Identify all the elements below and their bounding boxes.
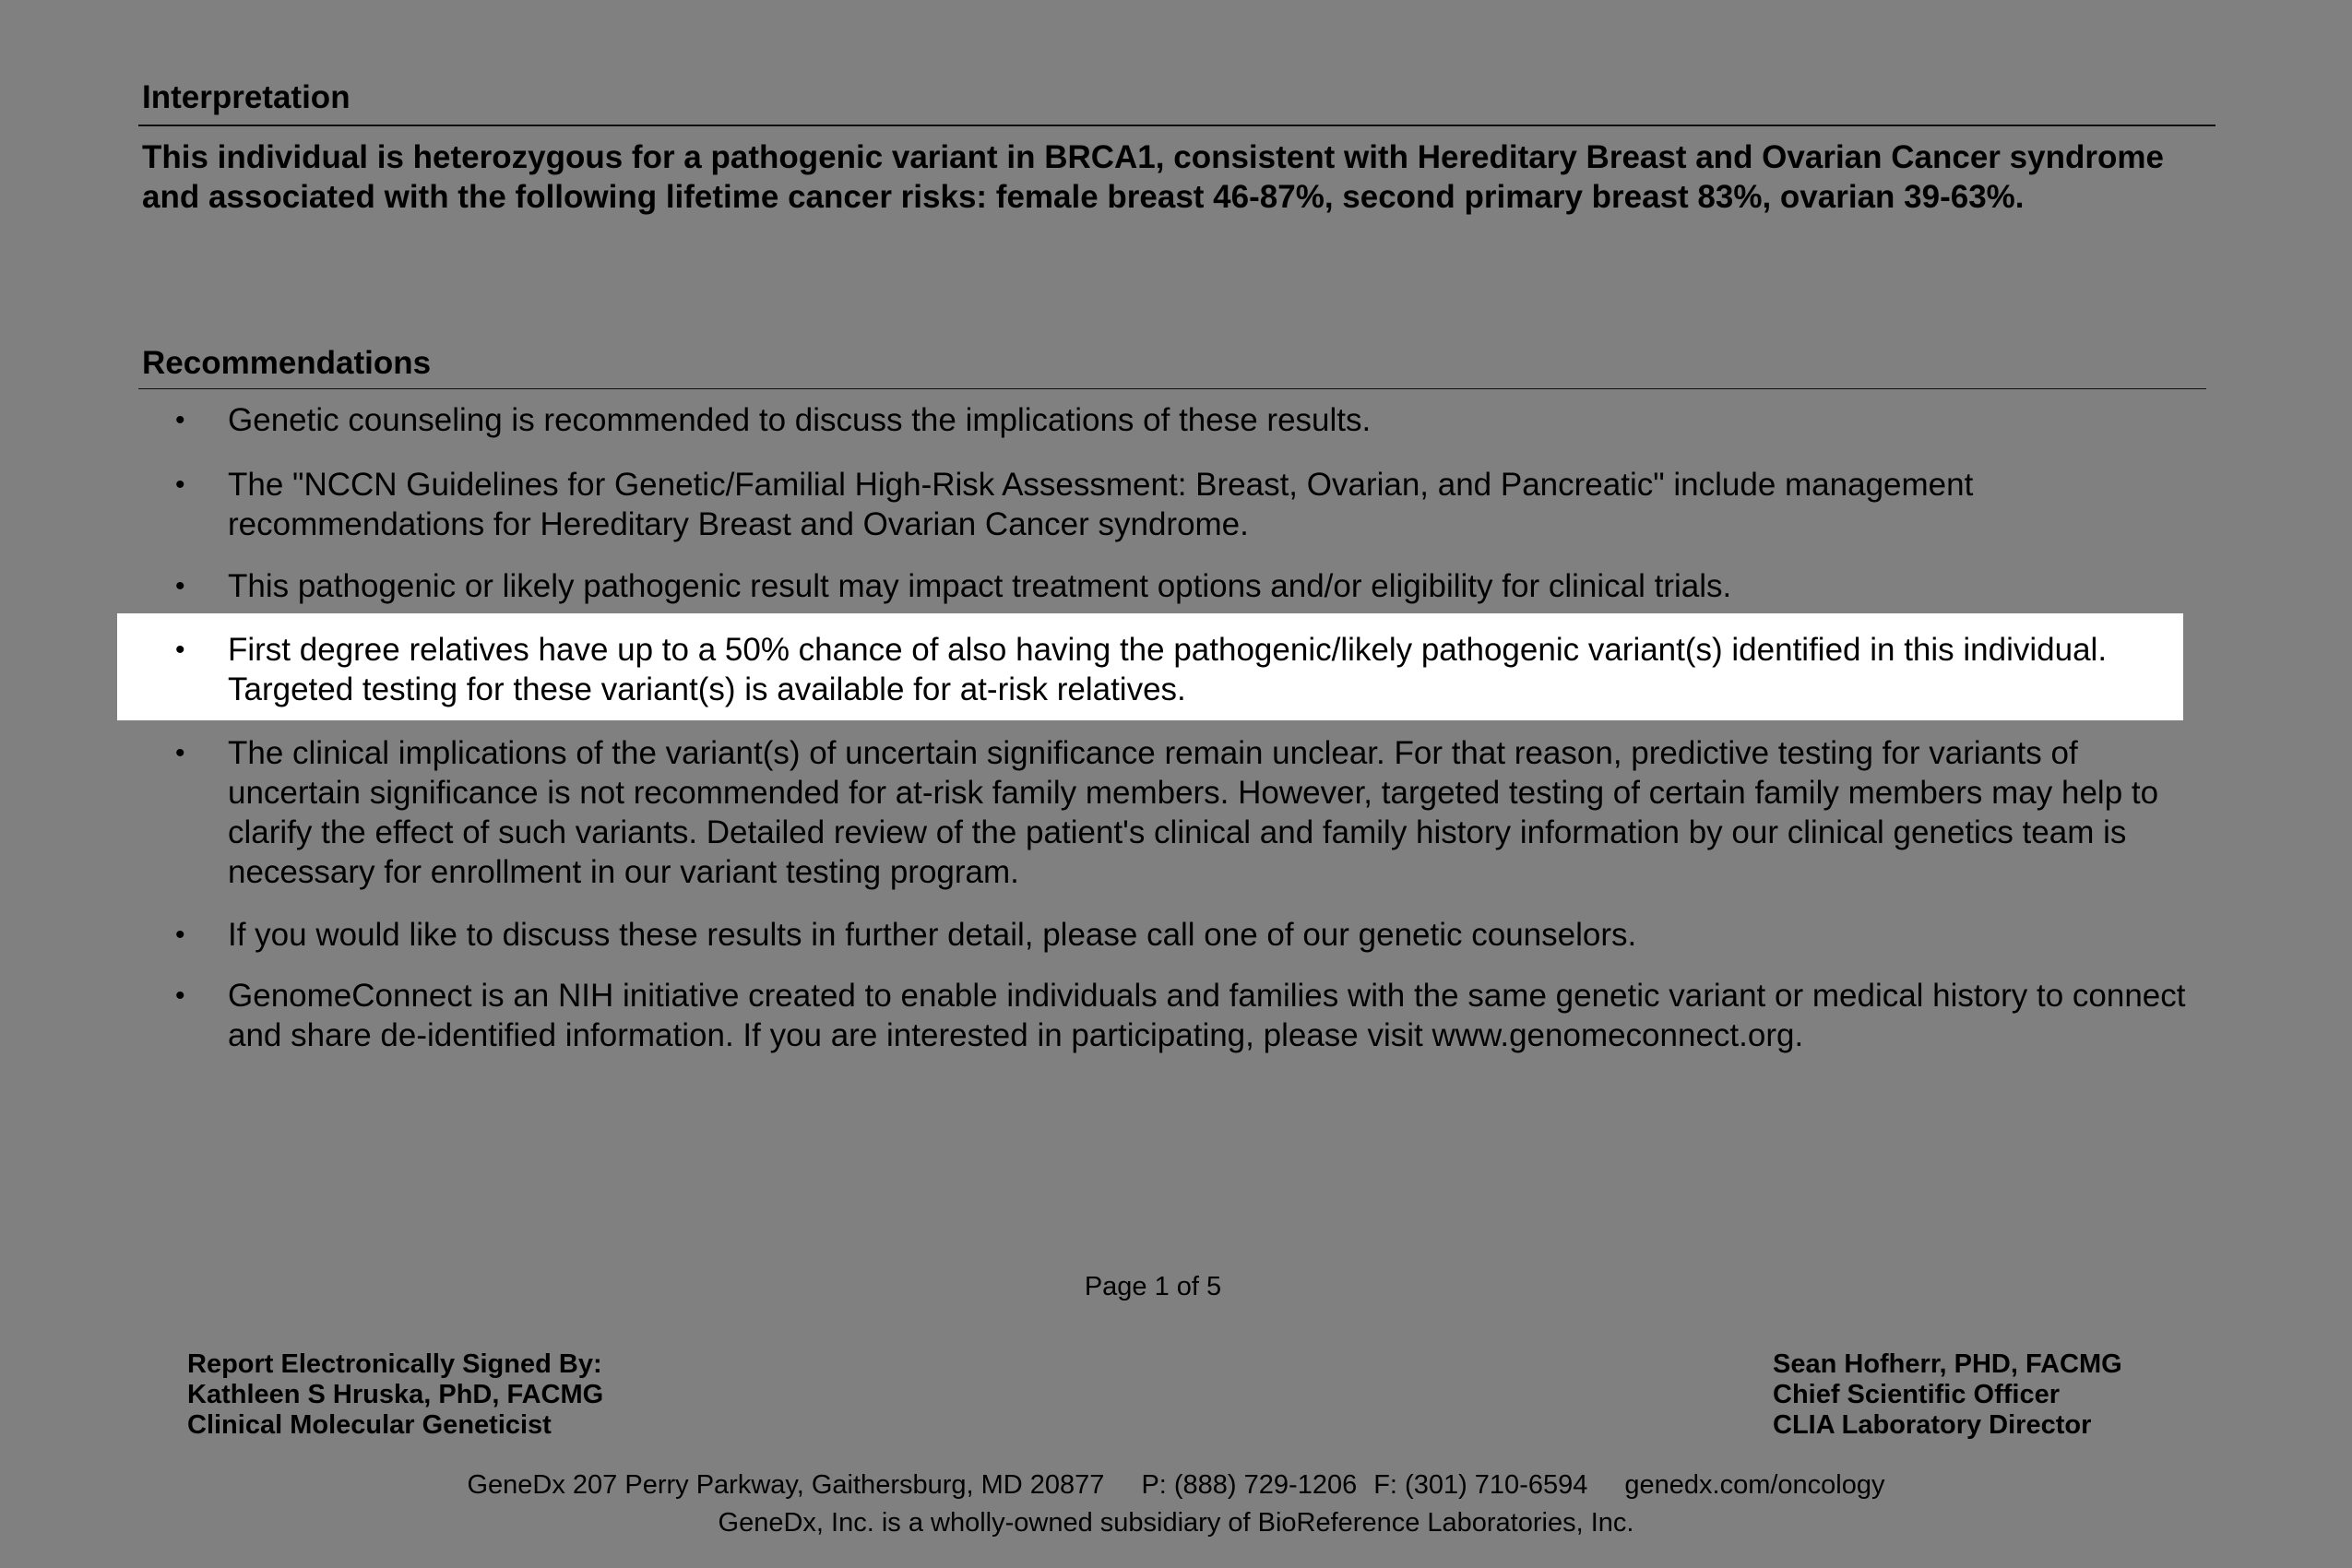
signature-block-right bbox=[1773, 1349, 2122, 1441]
recommendation-item bbox=[142, 733, 2190, 892]
director-role: CLIA Laboratory Director bbox=[1773, 1410, 2092, 1440]
recommendation-text: GenomeConnect is an NIH initiative created to enable individuals and families with the same genetic variant or medical history to connect and share de-identified information. If you are interested in participating, please visit www.genomeconnect.org. bbox=[228, 978, 2186, 1053]
footer-contact bbox=[0, 1472, 2352, 1499]
director-title: Chief Scientific Officer bbox=[1773, 1380, 2061, 1409]
bullet-icon: • bbox=[175, 738, 185, 768]
signature-block-left bbox=[187, 1349, 603, 1441]
interpretation-text: This individual is heterozygous for a pathogenic variant in BRCA1, consistent with Hereditary Breast and Ovarian Cancer syndrome and associated with the following lifetime cancer risks: female breast 46-87%, second primary breast 83%, ovarian 39-63%. bbox=[142, 139, 2164, 215]
interpretation-divider bbox=[138, 125, 2215, 126]
recommendation-text: If you would like to discuss these results in further detail, please call one of our genetic counselors. bbox=[228, 917, 1637, 953]
signed-by-label: Report Electronically Signed By: bbox=[187, 1349, 602, 1379]
recommendation-item bbox=[142, 915, 2190, 955]
recommendation-text: The clinical implications of the variant(s) of uncertain significance remain unclear. For that reason, predictive testing for variants of uncertain significance is not recommended for at-risk family members. However, targeted testing of certain family members may help to clarify the effect of such variants. Detailed review of the patient's clinical and family history information by our clinical genetics team is necessary for enrollment in our variant testing program. bbox=[228, 735, 2159, 890]
recommendation-item bbox=[142, 976, 2190, 1055]
interpretation-heading: Interpretation bbox=[142, 79, 350, 115]
signer-title: Clinical Molecular Geneticist bbox=[187, 1410, 552, 1440]
footer-phone: P: (888) 729-1206 bbox=[1141, 1470, 1358, 1500]
recommendation-item bbox=[142, 400, 2190, 440]
recommendation-item-highlighted bbox=[142, 630, 2190, 709]
bullet-icon: • bbox=[175, 635, 185, 665]
footer-subsidiary: GeneDx, Inc. is a wholly-owned subsidiary of BioReference Laboratories, Inc. bbox=[718, 1508, 1634, 1538]
recommendation-text: Genetic counseling is recommended to discuss the implications of these results. bbox=[228, 402, 1372, 438]
footer-fax: F: (301) 710-6594 bbox=[1373, 1470, 1588, 1500]
footer-website-link[interactable]: genedx.com/oncology bbox=[1624, 1470, 1885, 1500]
signer-name: Kathleen S Hruska, PhD, FACMG bbox=[187, 1380, 604, 1409]
director-name: Sean Hofherr, PHD, FACMG bbox=[1773, 1349, 2122, 1379]
recommendation-text: First degree relatives have up to a 50% chance of also having the pathogenic/likely pathogenic variant(s) identified in this individual. Targeted testing for these variant(s) is available for at-risk relatives. bbox=[228, 632, 2108, 707]
recommendation-text: The "NCCN Guidelines for Genetic/Familial High-Risk Assessment: Breast, Ovarian, and Pancreatic" include management recommendations for Hereditary Breast and Ovarian Cancer syndrome. bbox=[228, 467, 1974, 542]
recommendation-text: This pathogenic or likely pathogenic result may impact treatment options and/or eligibility for clinical trials. bbox=[228, 568, 1732, 604]
recommendations-divider bbox=[138, 388, 2206, 389]
recommendation-item bbox=[142, 566, 2190, 606]
bullet-icon: • bbox=[175, 469, 185, 500]
footer-address: GeneDx 207 Perry Parkway, Gaithersburg, MD 20877 bbox=[467, 1470, 1105, 1500]
recommendation-item bbox=[142, 465, 2190, 544]
bullet-icon: • bbox=[175, 571, 185, 601]
recommendations-heading: Recommendations bbox=[142, 345, 432, 381]
bullet-icon: • bbox=[175, 980, 185, 1011]
bullet-icon: • bbox=[175, 920, 185, 950]
bullet-icon: • bbox=[175, 405, 185, 435]
page-number: Page 1 of 5 bbox=[1084, 1272, 1222, 1301]
